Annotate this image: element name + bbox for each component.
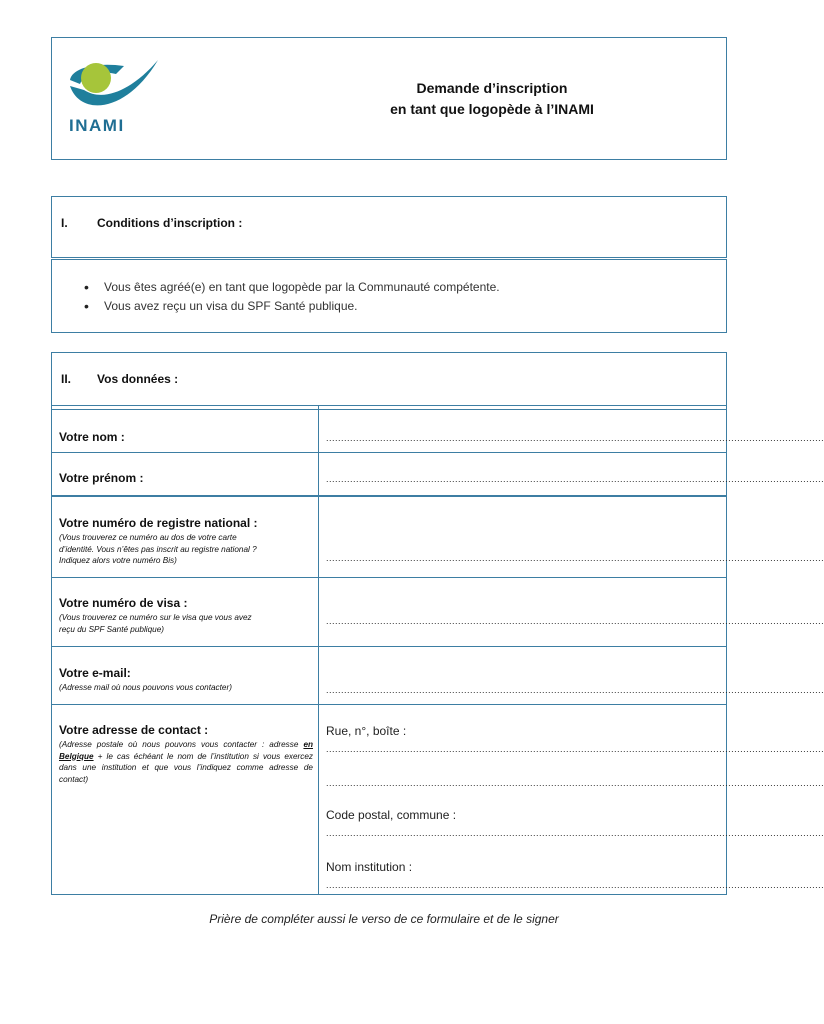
divider [51, 452, 727, 453]
prenom-label: Votre prénom : [59, 471, 144, 485]
registre-field[interactable]: ...................................................................................................................................................................... [326, 553, 824, 563]
section1-header [51, 196, 727, 258]
code-postal-field[interactable]: ...................................................................................................................................................................... [326, 828, 824, 838]
rue-field-2[interactable]: ...................................................................................................................................................................... [326, 778, 824, 788]
email-hint: (Adresse mail où nous pouvons vous contacter) [59, 683, 232, 692]
section2-number: II. [61, 372, 72, 386]
institution-label: Nom institution : [326, 860, 413, 874]
section1-body [51, 259, 727, 333]
footer-note: Prière de compléter aussi le verso de ce formulaire et de le signer [209, 912, 559, 926]
adresse-label: Votre adresse de contact : [59, 723, 209, 737]
divider [51, 704, 727, 705]
nom-label: Votre nom : [59, 430, 125, 444]
adresse-hint [59, 739, 313, 785]
row-nom-label [59, 430, 313, 444]
list-item: • Vous êtes agréé(e) en tant que logopède par la Communauté compétente. [82, 280, 500, 299]
email-label: Votre e-mail: [59, 666, 131, 680]
row-adresse-label [59, 723, 313, 785]
divider [51, 405, 727, 406]
section1-title-text: Conditions d’inscription : [97, 216, 243, 230]
prenom-field[interactable]: ...................................................................................................................................................................... [326, 474, 824, 484]
registre-hint [59, 532, 313, 567]
row-prenom-label [59, 471, 313, 485]
visa-field[interactable]: ...................................................................................................................................................................... [326, 616, 824, 626]
email-field[interactable]: ...................................................................................................................................................................... [326, 685, 824, 695]
visa-hint-line: (Vous trouverez ce numéro sur le visa que vous avez [59, 613, 252, 622]
section2-title-text: Vos données : [97, 372, 179, 386]
visa-label: Votre numéro de visa : [59, 596, 188, 610]
title-line-1: Demande d’inscription [416, 80, 568, 96]
divider [51, 409, 727, 410]
institution-field[interactable]: ...................................................................................................................................................................... [326, 880, 824, 890]
row-email-label [59, 666, 313, 694]
registre-hint-line: Indiquez alors votre numéro Bis) [59, 556, 177, 565]
registre-label: Votre numéro de registre national : [59, 516, 258, 530]
logo-text: INAMI [69, 116, 125, 135]
registre-hint-line: d’identité. Vous n’êtes pas inscrit au registre national ? [59, 544, 257, 554]
row-visa-label [59, 596, 313, 635]
section1-number: I. [61, 216, 68, 230]
registre-hint-line: (Vous trouverez ce numéro au dos de votre carte [59, 533, 237, 542]
nom-field[interactable]: ...................................................................................................................................................................... [326, 433, 824, 443]
rue-field[interactable]: ...................................................................................................................................................................... [326, 744, 824, 754]
row-registre-label [59, 516, 313, 567]
adresse-hint-post: + le cas échéant le nom de l’institution si vous exercez dans une institution et que vous l’indiquez comme adresse de contact) [59, 751, 313, 784]
visa-hint-line: reçu du SPF Santé publique) [59, 624, 164, 634]
rue-label: Rue, n°, boîte : [326, 724, 407, 738]
divider [51, 646, 727, 647]
section2-title [61, 372, 178, 386]
adresse-hint-pre: (Adresse postale où nous pouvons vous contacter : adresse [59, 740, 304, 749]
page-title [342, 78, 642, 120]
conditions-list [82, 280, 500, 318]
title-line-2: en tant que logopède à l’INAMI [390, 101, 594, 117]
section1-title [61, 216, 242, 230]
list-item: • Vous avez reçu un visa du SPF Santé publique. [82, 299, 500, 318]
column-divider [318, 405, 319, 894]
code-postal-label: Code postal, commune : [326, 808, 457, 822]
adresse-hint-emph: en Belgique [59, 740, 313, 761]
visa-hint [59, 612, 313, 635]
divider [51, 577, 727, 578]
header-box [51, 37, 727, 160]
divider [51, 495, 727, 497]
